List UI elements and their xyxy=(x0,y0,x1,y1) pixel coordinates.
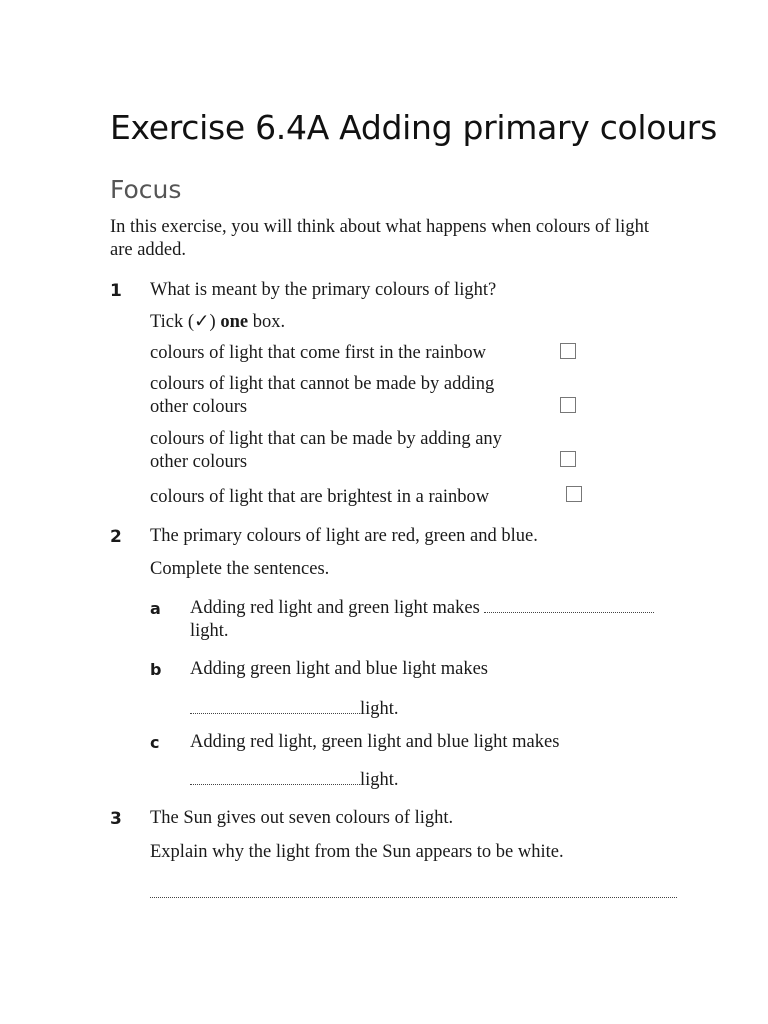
part-a-label: a xyxy=(150,599,161,618)
instruction-tick-text: Tick (✓) xyxy=(150,312,221,332)
option-3-text-continued: other colours xyxy=(150,452,248,472)
part-c-answer-line[interactable] xyxy=(190,770,360,785)
focus-intro: In this exercise, you will think about what happens when colours of light are added. xyxy=(110,217,649,260)
question-1-text: What is meant by the primary colours of light? xyxy=(150,280,497,300)
question-2-text: The primary colours of light are red, green and blue. xyxy=(150,526,538,546)
part-c-text: Adding red light, green light and blue light makes xyxy=(190,732,560,752)
question-3-text: The Sun gives out seven colours of light. xyxy=(150,808,454,828)
option-2-checkbox[interactable] xyxy=(560,397,576,413)
part-b-end: light. xyxy=(360,699,399,719)
part-a-answer-line[interactable] xyxy=(484,598,654,613)
option-3-checkbox[interactable] xyxy=(560,451,576,467)
question-3-instruction: Explain why the light from the Sun appears to be white. xyxy=(150,842,564,862)
part-b-answer-row xyxy=(190,698,399,721)
question-3-number: 3 xyxy=(110,809,122,829)
part-c-answer-row xyxy=(190,769,399,792)
part-c-label: c xyxy=(150,733,160,752)
question-1-number: 1 xyxy=(110,281,122,301)
part-a-end: light. xyxy=(190,621,229,641)
option-3-text: colours of light that can be made by adding any xyxy=(150,429,502,449)
option-2-text-continued: other colours xyxy=(150,397,248,417)
question-1-instruction xyxy=(150,311,285,334)
part-b-answer-line[interactable] xyxy=(190,699,360,714)
question-2-instruction: Complete the sentences. xyxy=(150,559,330,579)
option-1-text: colours of light that come first in the rainbow xyxy=(150,343,487,363)
instruction-box-text: box. xyxy=(248,312,286,332)
question-3-answer-line[interactable] xyxy=(150,897,677,898)
part-b-label: b xyxy=(150,660,162,679)
question-2-number: 2 xyxy=(110,527,122,547)
part-c-end: light. xyxy=(360,770,399,790)
instruction-one-emphasis: one xyxy=(220,312,249,332)
focus-heading: Focus xyxy=(110,175,182,204)
option-4-checkbox[interactable] xyxy=(566,486,582,502)
page-title: Exercise 6.4A Adding primary colours xyxy=(110,108,717,147)
part-a-sentence xyxy=(190,597,654,620)
part-a-text: Adding red light and green light makes xyxy=(190,598,480,618)
part-b-text: Adding green light and blue light makes xyxy=(190,659,488,679)
option-2-text: colours of light that cannot be made by adding xyxy=(150,374,495,394)
option-1-checkbox[interactable] xyxy=(560,343,576,359)
option-4-text: colours of light that are brightest in a rainbow xyxy=(150,487,490,507)
